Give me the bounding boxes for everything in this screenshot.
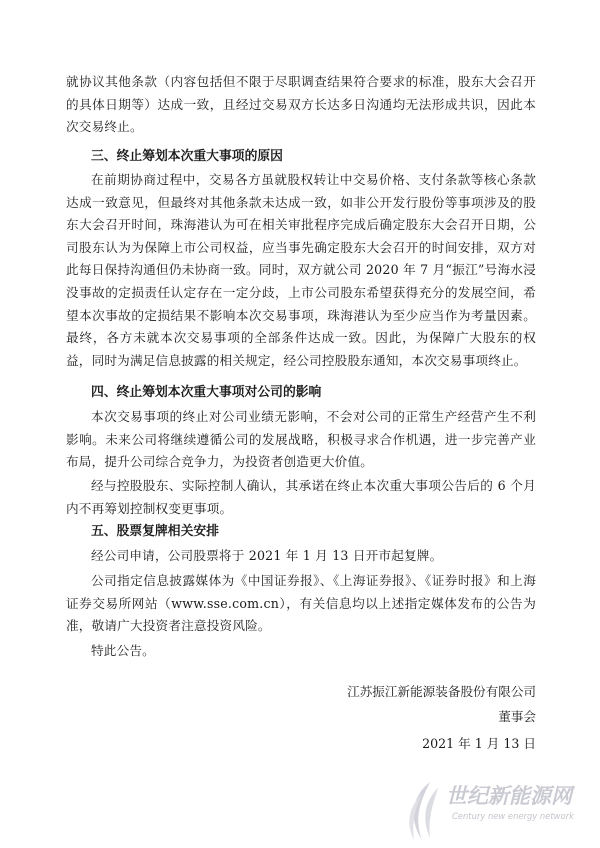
section-4-heading: 四、终止筹划本次重大事项对公司的影响 [91,385,322,400]
watermark-subtitle: Century new energy network [452,811,574,821]
section-5-paragraph-2: 公司指定信息披露媒体为《中国证券报》、《上海证券报》、《证券时报》和上海证券交易所网站（www.sse.com.cn），有关信息均以上述指定媒体发布的公告为准，敬请广大投资者注意投资风险。 [66,573,536,634]
closing-line: 特此公告。 [91,643,155,658]
watermark [400,778,595,844]
signature-date: 2021 年 1 月 13 日 [422,736,536,751]
flame-swoosh-logo-icon [400,778,448,844]
signature-company: 江苏振江新能源装备股份有限公司 [347,684,536,699]
section-4-paragraph-2: 经与控股股东、实际控制人确认，其承诺在终止本次重大事项公告后的 6 个月内不再筹划控制权变更事项。 [66,478,536,516]
watermark-title: 世纪新能源网 [446,784,572,808]
signature-board: 董事会 [498,709,536,724]
section-5-paragraph-1: 经公司申请，公司股票将于 2021 年 1 月 13 日开市起复牌。 [91,548,443,563]
intro-paragraph: 就协议其他条款（内容包括但不限于尽职调查结果符合要求的标准，股东大会召开的具体日期等）达成一致，且经过交易双方长达多日沟通均无法形成共识，因此本次交易终止。 [66,74,536,135]
section-5-heading: 五、股票复牌相关安排 [91,524,219,539]
section-3-heading: 三、终止筹划本次重大事项的原因 [91,149,283,164]
section-3-paragraph: 在前期协商过程中，交易各方虽就股权转让中交易价格、支付条款等核心条款达成一致意见，但最终对其他条款未达成一致，如非公开发行股份等事项涉及的股东大会召开时间，珠海港认为可在相关审批程序完成后确定股东大会召开日期，公司股东认为为保障上市公司权益，应当事先确定股东大会召开的时间安排，双方对此每日保持沟通但仍未协商一致。同时，双方就公司 2020 年 7 月“振江”号海水浸没事故的定损责任认定存在一定分歧，上市公司股东希望获得充分的发展空间，希望本次事故的定损结果不影响本次交易事项，珠海港认为至少应当作为考量因素。最终，各方未就本次交易事项的全部条件达成一致。因此，为保障广大股东的权益，同时为满足信息披露的相关规定，经公司控股股东通知，本次交易事项终止。 [66,172,536,368]
section-4-paragraph-1: 本次交易事项的终止对公司业绩无影响，不会对公司的正常生产经营产生不利影响。未来公司将继续遵循公司的发展战略，积极寻求合作机遇，进一步完善产业布局，提升公司综合竞争力，为投资者创造更大价值。 [66,409,536,470]
